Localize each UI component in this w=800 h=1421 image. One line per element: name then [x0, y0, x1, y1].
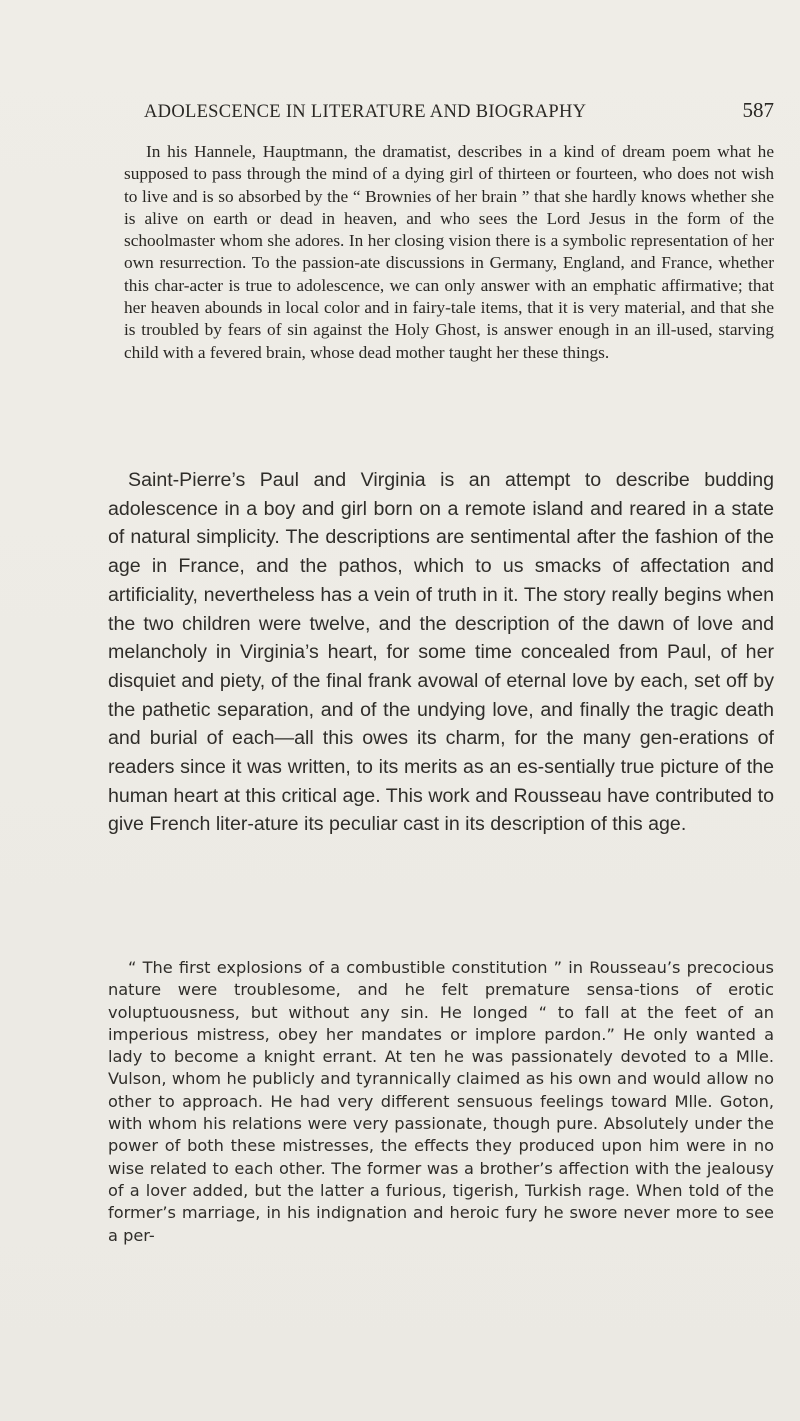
- running-head: [144, 98, 774, 132]
- paragraph-text: Saint-Pierre’s Paul and Virginia is an attempt to describe budding adolescence in a boy and girl born on a remote island and reared in a state of natural simplicity. The descriptions are sentimental after the fashion of the age in France, and the pathos, which to us smacks of affectation and artificiality, nevertheless has a vein of truth in it. The story really begins when the two children were twelve, and the description of the dawn of love and melancholy in Virginia’s heart, for some time concealed from Paul, of her disquiet and piety, of the final frank avowal of eternal love by each, set off by the pathetic separation, and of the undying love, and finally the tragic death and burial of each—all this owes its charm, for the many gen-erations of readers since it was written, to its merits as an es-sentially true picture of the human heart at this critical age. This work and Rousseau have contributed to give French liter-ature its peculiar cast in its description of this age.: [108, 469, 774, 836]
- paragraph-text: In his Hannele, Hauptmann, the dramatist, describes in a kind of dream poem what he supposed to pass through the mind of a dying girl of thirteen or fourteen, who does not wish to live and is so absorbed by the “ Brownies of her brain ” that she hardly knows whether she is alive on earth or dead in heaven, and who sees the Lord Jesus in the form of the schoolmaster whom she adores. In her closing vision there is a symbolic representation of her own resurrection. To the passion-ate discussions in Germany, England, and France, whether this char-acter is true to adolescence, we can only answer with an emphatic affirmative; that her heaven abounds in local color and in fairy-tale items, that it is very material, and that she is troubled by fears of sin against the Holy Ghost, is answer enough in an ill-used, starving child with a fevered brain, whose dead mother taught her these things.: [124, 142, 774, 362]
- paragraph-paul-and-virginia: [108, 466, 774, 839]
- page-number: 587: [742, 98, 774, 122]
- paragraph-rousseau: [108, 957, 774, 1247]
- paragraph-hannele: [124, 141, 774, 364]
- paragraph-text: “ The first explosions of a combustible constitution ” in Rousseau’s precocious nature were troublesome, and he felt premature sensa-tions of erotic voluptuousness, but without any sin. He longed “ to fall at the feet of an imperious mistress, obey her mandates or implore pardon.” He only wanted a lady to become a knight errant. At ten he was passionately devoted to a Mlle. Vulson, whom he publicly and tyrannically claimed as his own and would allow no other to approach. He had very different sensuous feelings toward Mlle. Goton, with whom his relations were very passionate, though pure. Absolutely under the power of both these mistresses, the effects they produced upon him were in no wise related to each other. The former was a brother’s affection with the jealousy of a lover added, but the latter a furious, tigerish, Turkish rage. When told of the former’s marriage, in his indignation and heroic fury he swore never more to see a per-: [108, 958, 774, 1245]
- running-head-title: ADOLESCENCE IN LITERATURE AND BIOGRAPHY: [144, 102, 587, 122]
